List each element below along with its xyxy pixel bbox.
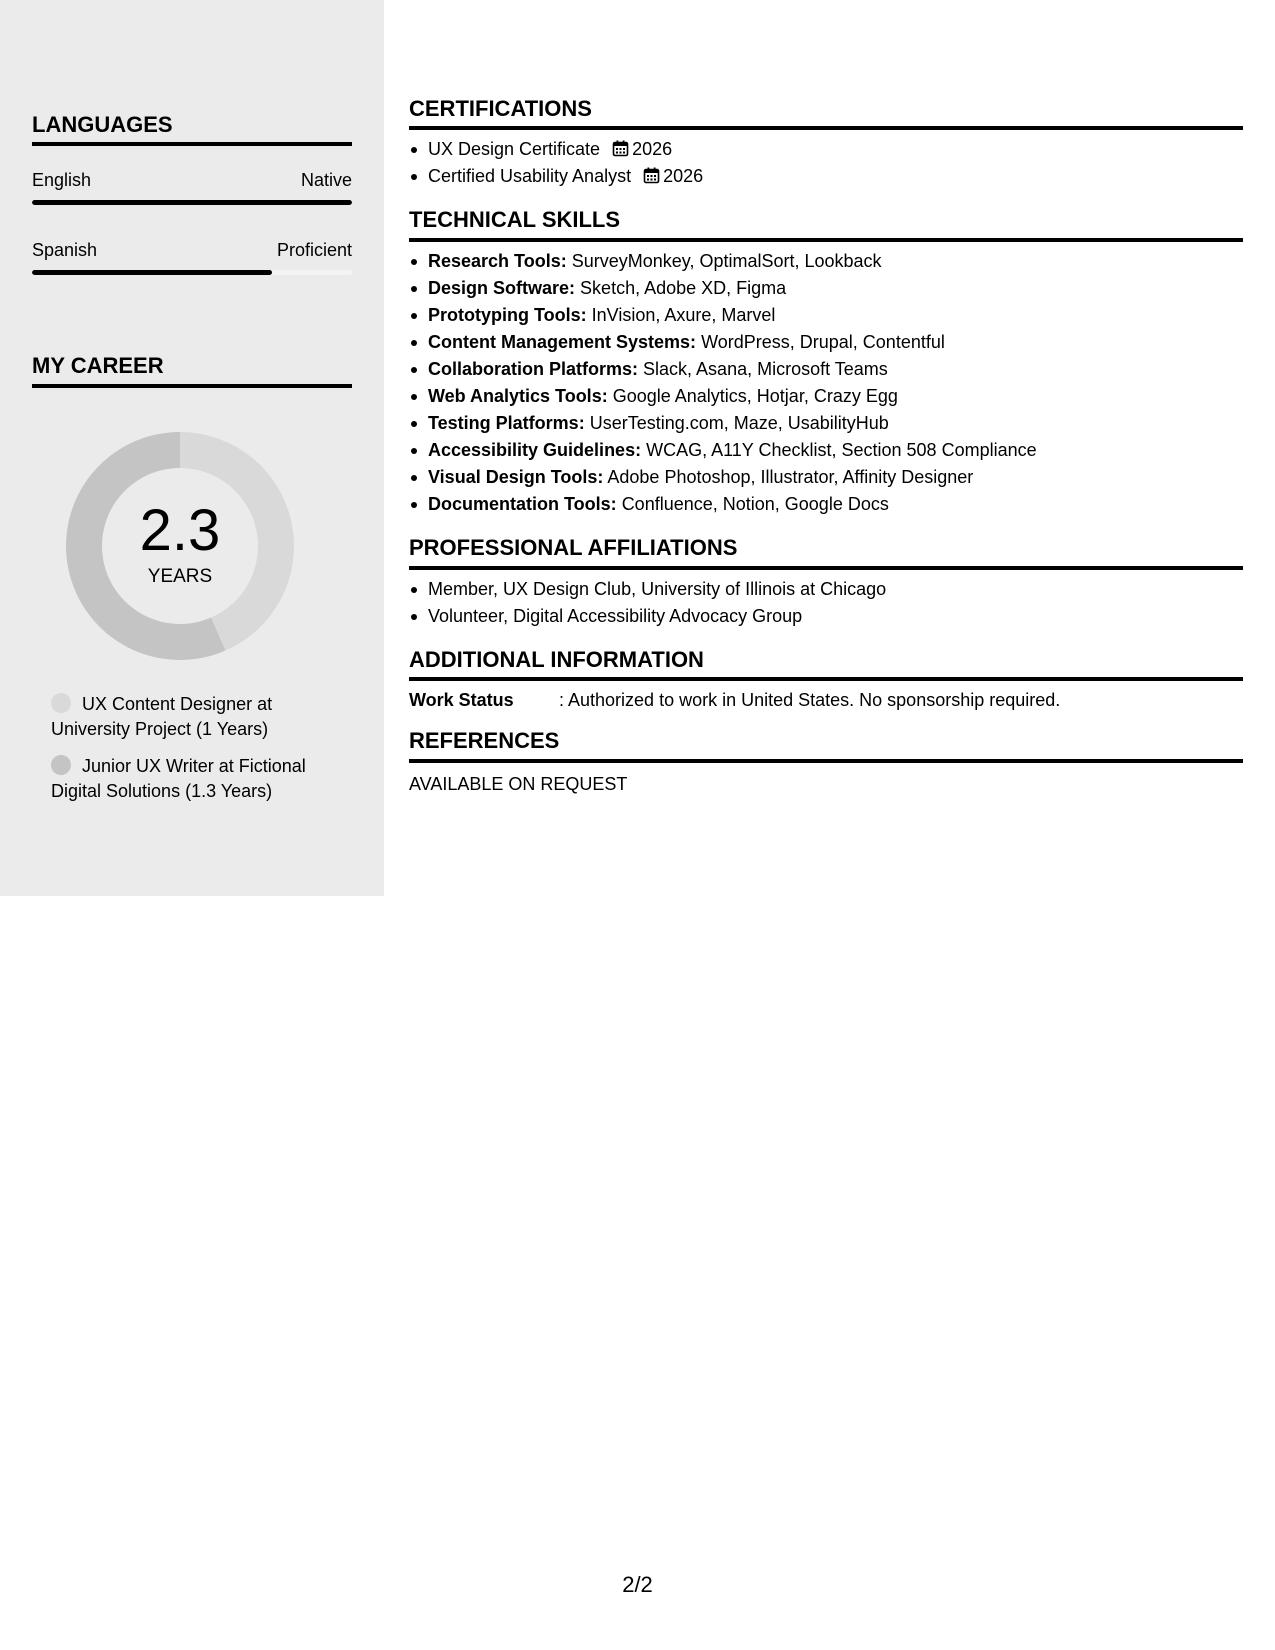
skill-item bbox=[428, 491, 1262, 518]
additional-info-rule bbox=[409, 677, 1243, 681]
certification-name: UX Design Certificate bbox=[428, 139, 601, 159]
references-text: AVAILABLE ON REQUEST bbox=[409, 774, 628, 794]
certification-item bbox=[428, 136, 1262, 163]
skill-values: WCAG, A11Y Checklist, Section 508 Compliance bbox=[646, 440, 1037, 460]
certifications-title: CERTIFICATIONS bbox=[409, 96, 592, 121]
skill-item bbox=[428, 248, 1262, 275]
technical-skills-title: TECHNICAL SKILLS bbox=[409, 207, 621, 232]
career-rule bbox=[32, 384, 352, 388]
skill-category: Research Tools: bbox=[428, 251, 567, 271]
legend-dot-icon bbox=[51, 693, 71, 713]
additional-info-title: ADDITIONAL INFORMATION bbox=[409, 647, 704, 672]
work-status-value: : Authorized to work in United States. No sponsorship required. bbox=[559, 690, 1061, 710]
skill-item bbox=[428, 383, 1262, 410]
career-title: MY CAREER bbox=[32, 353, 164, 378]
career-legend-item bbox=[51, 692, 341, 742]
career-total-years: 2.3 bbox=[139, 498, 221, 563]
calendar-icon bbox=[643, 167, 660, 184]
skill-values: Confluence, Notion, Google Docs bbox=[621, 494, 889, 514]
language-name: English bbox=[32, 170, 92, 190]
skill-category: Web Analytics Tools: bbox=[428, 386, 608, 406]
skill-item bbox=[428, 329, 1262, 356]
affiliation-item: Member, UX Design Club, University of Illinois at Chicago bbox=[428, 576, 1262, 603]
skill-category: Visual Design Tools: bbox=[428, 467, 604, 487]
certifications-list bbox=[409, 136, 1262, 190]
references-rule bbox=[409, 759, 1243, 763]
legend-dot-icon bbox=[51, 755, 71, 775]
skill-category: Prototyping Tools: bbox=[428, 305, 587, 325]
skill-item bbox=[428, 302, 1262, 329]
skill-category: Content Management Systems: bbox=[428, 332, 697, 352]
skill-category: Design Software: bbox=[428, 278, 576, 298]
affiliations-title: PROFESSIONAL AFFILIATIONS bbox=[409, 535, 738, 560]
work-status-label: Work Status bbox=[409, 690, 514, 710]
skill-values: UserTesting.com, Maze, UsabilityHub bbox=[589, 413, 889, 433]
career-legend-item bbox=[51, 754, 341, 804]
skill-category: Testing Platforms: bbox=[428, 413, 585, 433]
languages-title: LANGUAGES bbox=[32, 112, 173, 137]
certification-name: Certified Usability Analyst bbox=[428, 166, 632, 186]
skill-values: Slack, Asana, Microsoft Teams bbox=[643, 359, 888, 379]
career-donut-chart bbox=[66, 432, 294, 660]
skill-item bbox=[428, 356, 1262, 383]
certifications-rule bbox=[409, 126, 1243, 130]
skill-category: Collaboration Platforms: bbox=[428, 359, 639, 379]
skill-values: InVision, Axure, Marvel bbox=[591, 305, 776, 325]
certification-year: 2026 bbox=[632, 139, 673, 159]
language-name: Spanish bbox=[32, 240, 98, 260]
legend-label: UX Content Designer at University Project (1 Years) bbox=[51, 694, 273, 739]
languages-rule bbox=[32, 142, 352, 146]
language-bar-fill bbox=[32, 200, 352, 205]
language-bar-english bbox=[32, 200, 352, 205]
legend-label: Junior UX Writer at Fictional Digital Solutions (1.3 Years) bbox=[51, 756, 306, 801]
certification-item bbox=[428, 163, 1262, 190]
language-bar-fill bbox=[32, 270, 272, 275]
calendar-icon bbox=[612, 140, 629, 157]
skill-item bbox=[428, 275, 1262, 302]
career-total-unit: YEARS bbox=[147, 566, 213, 587]
skill-item bbox=[428, 464, 1262, 491]
skill-values: Adobe Photoshop, Illustrator, Affinity Designer bbox=[607, 467, 974, 487]
language-level: Native bbox=[300, 170, 352, 190]
technical-skills-rule bbox=[409, 238, 1243, 242]
language-bar-spanish bbox=[32, 270, 352, 275]
skill-item bbox=[428, 437, 1262, 464]
references-title: REFERENCES bbox=[409, 728, 560, 753]
certification-year: 2026 bbox=[663, 166, 704, 186]
language-level: Proficient bbox=[276, 240, 352, 260]
skill-values: SurveyMonkey, OptimalSort, Lookback bbox=[571, 251, 882, 271]
skill-category: Accessibility Guidelines: bbox=[428, 440, 642, 460]
page-number: 2/2 bbox=[622, 1572, 653, 1597]
skill-item bbox=[428, 410, 1262, 437]
sidebar bbox=[0, 0, 384, 896]
technical-skills-list bbox=[409, 248, 1262, 518]
skill-values: Google Analytics, Hotjar, Crazy Egg bbox=[612, 386, 898, 406]
affiliation-item: Volunteer, Digital Accessibility Advocacy Group bbox=[428, 603, 1262, 630]
skill-values: WordPress, Drupal, Contentful bbox=[701, 332, 945, 352]
affiliations-list bbox=[409, 576, 1262, 630]
affiliations-rule bbox=[409, 566, 1243, 570]
skill-category: Documentation Tools: bbox=[428, 494, 617, 514]
skill-values: Sketch, Adobe XD, Figma bbox=[580, 278, 787, 298]
